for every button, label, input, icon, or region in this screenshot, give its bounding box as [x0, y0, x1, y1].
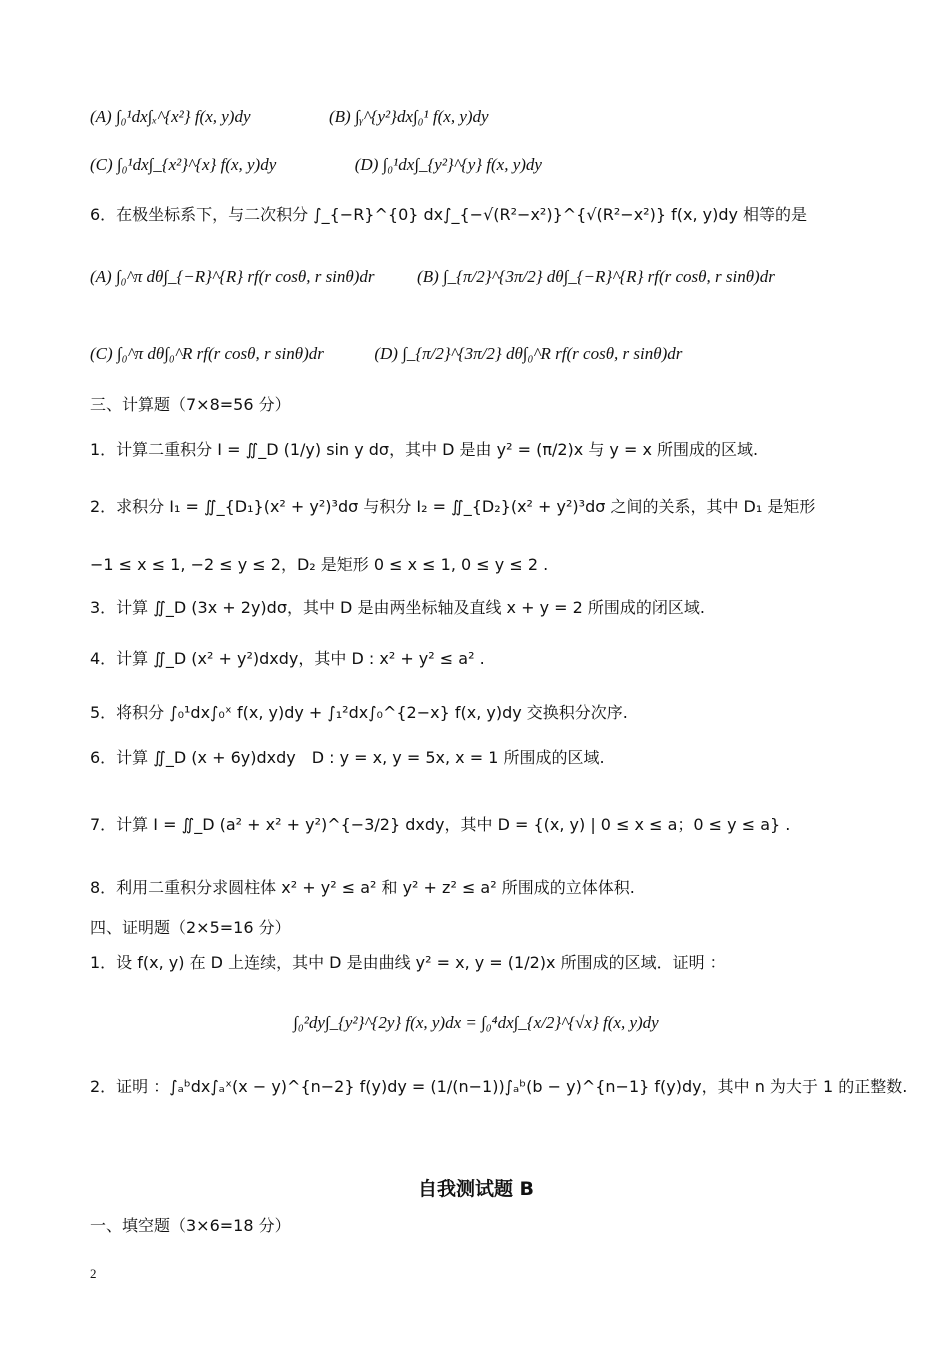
q5-option-b: (B) ∫ᵧ^{y²}dx∫₀¹ f(x, y)dy [329, 107, 489, 126]
q6-stem: 6．在极坐标系下，与二次积分 ∫_{−R}^{0} dx∫_{−√(R²−x²)}^{√(R²−x²)} f(x, y)dy 相等的是 [90, 205, 808, 224]
section4-item-2: 2．证明 ：∫ₐᵇdx∫ₐˣ(x − y)^{n−2} f(y)dy = (1/(n−1))∫ₐᵇ(b − y)^{n−1} f(y)dy，其中 n 为大于 1 的正整数. [90, 1077, 908, 1096]
q6-options-row-1 [90, 266, 892, 287]
section3-item-2: 2．求积分 I₁ = ∬_{D₁}(x² + y²)³dσ 与积分 I₂ = ∬_{D₂}(x² + y²)³dσ 之间的关系，其中 D₁ 是矩形 [90, 497, 816, 516]
q5-option-d: (D) ∫₀¹dx∫_{y²}^{y} f(x, y)dy [354, 155, 542, 174]
section3-item-4: 4．计算 ∬_D (x² + y²)dxdy，其中 D : x² + y² ≤ a² . [90, 649, 485, 668]
test-b-section1-heading: 一、填空题（3×6=18 分） [90, 1216, 291, 1235]
section4-item-1-formula: ∫₀²dy∫_{y²}^{2y} f(x, y)dx = ∫₀⁴dx∫_{x/2}^{√x} f(x, y)dy [293, 1013, 659, 1032]
section3-item-5: 5．将积分 ∫₀¹dx∫₀ˣ f(x, y)dy + ∫₁²dx∫₀^{2−x} f(x, y)dy 交换积分次序. [90, 703, 628, 722]
q6-option-b: (B) ∫_{π/2}^{3π/2} dθ∫_{−R}^{R} rf(r cosθ, r sinθ)dr [417, 267, 775, 286]
section3-item-2-cont: −1 ≤ x ≤ 1, −2 ≤ y ≤ 2，D₂ 是矩形 0 ≤ x ≤ 1, 0 ≤ y ≤ 2 . [90, 555, 549, 574]
section3-heading: 三、计算题（7×8=56 分） [90, 395, 291, 414]
section3-item-1: 1．计算二重积分 I = ∬_D (1/y) sin y dσ，其中 D 是由 y² = (π/2)x 与 y = x 所围成的区域. [90, 440, 759, 459]
section4-heading: 四、证明题（2×5=16 分） [90, 918, 291, 937]
section3-item-8: 8．利用二重积分求圆柱体 x² + y² ≤ a² 和 y² + z² ≤ a² 所围成的立体体积. [90, 878, 635, 897]
q5-options-row-2 [90, 154, 892, 175]
test-b-title: 自我测试题 B [417, 1178, 535, 1200]
q5-options-row-1 [90, 106, 892, 127]
section3-item-3: 3．计算 ∬_D (3x + 2y)dσ，其中 D 是由两坐标轴及直线 x + y = 2 所围成的闭区域. [90, 598, 705, 617]
q6-option-a: (A) ∫₀^π dθ∫_{−R}^{R} rf(r cosθ, r sinθ)dr [90, 267, 375, 286]
q6-option-c: (C) ∫₀^π dθ∫₀^R rf(r cosθ, r sinθ)dr [90, 344, 324, 363]
q6-option-d: (D) ∫_{π/2}^{3π/2} dθ∫₀^R rf(r cosθ, r sinθ)dr [374, 344, 683, 363]
q6-options-row-2 [90, 343, 892, 364]
q5-option-a: (A) ∫₀¹dx∫ₓ^{x²} f(x, y)dy [90, 107, 251, 126]
section3-item-6: 6．计算 ∬_D (x + 6y)dxdy D : y = x, y = 5x, x = 1 所围成的区域. [90, 748, 605, 767]
q5-option-c: (C) ∫₀¹dx∫_{x²}^{x} f(x, y)dy [90, 155, 277, 174]
section4-item-1: 1．设 f(x, y) 在 D 上连续，其中 D 是由曲线 y² = x, y = (1/2)x 所围成的区域．证明 ： [90, 953, 726, 972]
page-number: 2 [90, 1266, 97, 1281]
section3-item-7: 7．计算 I = ∬_D (a² + x² + y²)^{−3/2} dxdy，其中 D = {(x, y) | 0 ≤ x ≤ a；0 ≤ y ≤ a} . [90, 815, 791, 834]
